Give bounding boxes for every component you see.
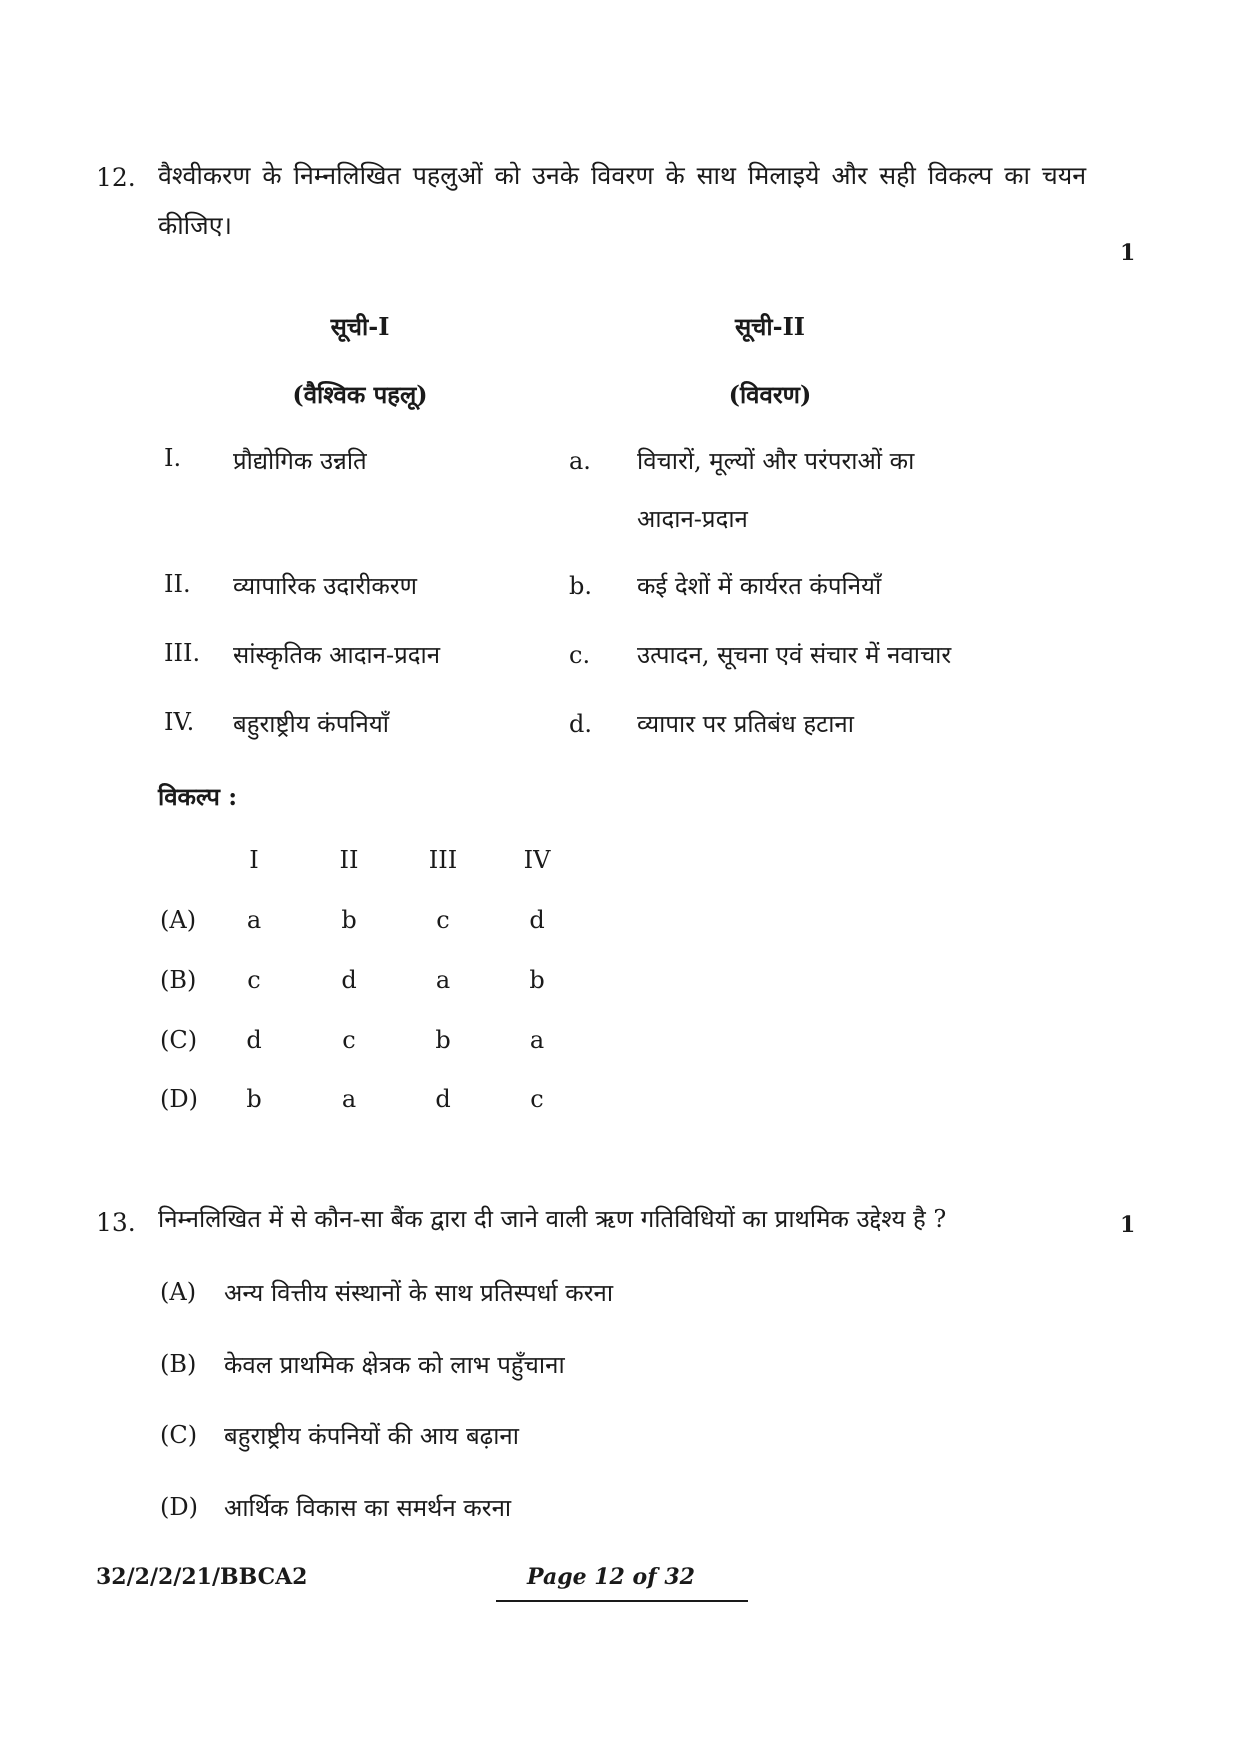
option-text: बहुराष्ट्रीय कंपनियों की आय बढ़ाना — [224, 1422, 519, 1450]
option-label: (D) — [160, 1085, 198, 1113]
table-cell: b — [529, 966, 545, 994]
table-cell: b — [246, 1085, 262, 1113]
list2-item: उत्पादन, सूचना एवं संचार में नवाचार — [637, 641, 952, 669]
table-header-cell: II — [339, 846, 359, 874]
list2-item: व्यापार पर प्रतिबंध हटाना — [637, 710, 854, 738]
marks: 1 — [1120, 1212, 1136, 1238]
table-cell: a — [529, 1026, 545, 1054]
list2-title: सूची-II — [734, 312, 806, 341]
marks: 1 — [1120, 240, 1136, 266]
table-cell: d — [341, 966, 357, 994]
list1-item: व्यापारिक उदारीकरण — [233, 572, 418, 600]
list2-letter: d. — [569, 710, 592, 738]
option-label: (D) — [160, 1493, 198, 1521]
list2-item-continued: आदान-प्रदान — [637, 505, 748, 533]
option-text: केवल प्राथमिक क्षेत्रक को लाभ पहुँचाना — [224, 1351, 565, 1379]
table-header-cell: III — [428, 846, 458, 874]
table-cell: b — [435, 1026, 451, 1054]
list2-letter: b. — [569, 572, 592, 600]
table-cell: b — [341, 906, 357, 934]
option-label: (C) — [160, 1421, 198, 1449]
option-label: (C) — [160, 1026, 198, 1054]
table-cell: a — [246, 906, 262, 934]
paper-code: 32/2/2/21/BBCA2 — [96, 1564, 308, 1590]
table-cell: d — [529, 906, 545, 934]
page-number: Page 12 of 32 — [527, 1564, 695, 1590]
table-cell: d — [246, 1026, 262, 1054]
question-number: 13. — [96, 1208, 136, 1237]
option-label: (A) — [160, 1278, 197, 1306]
option-text: आर्थिक विकास का समर्थन करना — [224, 1494, 512, 1522]
list1-item: प्रौद्योगिक उन्नति — [233, 447, 367, 475]
question-number: 12. — [96, 163, 136, 192]
list2-item: कई देशों में कार्यरत कंपनियाँ — [637, 572, 882, 600]
list1-roman: I. — [164, 444, 182, 472]
list1-subtitle: (वैश्विक पहलू) — [292, 380, 428, 409]
options-label: विकल्प : — [158, 782, 238, 811]
list1-roman: II. — [164, 570, 191, 598]
table-cell: a — [435, 966, 451, 994]
table-cell: a — [341, 1085, 357, 1113]
option-text: अन्य वित्तीय संस्थानों के साथ प्रतिस्पर्धा करना — [224, 1279, 614, 1307]
list2-letter: a. — [569, 447, 591, 475]
list2-subtitle: (विवरण) — [728, 380, 812, 409]
table-cell: c — [436, 906, 450, 934]
list2-letter: c. — [569, 641, 591, 669]
table-cell: c — [530, 1085, 544, 1113]
option-label: (B) — [160, 966, 197, 994]
table-header-cell: IV — [523, 846, 551, 874]
list1-roman: III. — [164, 639, 201, 667]
question-text: निम्नलिखित में से कौन-सा बैंक द्वारा दी जाने वाली ऋण गतिविधियों का प्राथमिक उद्देश्य है ? — [158, 1205, 947, 1233]
page-number-underline — [496, 1600, 748, 1602]
table-header-cell: I — [249, 846, 259, 874]
table-cell: d — [435, 1085, 451, 1113]
list2-item: विचारों, मूल्यों और परंपराओं का — [637, 447, 915, 475]
list1-roman: IV. — [164, 708, 195, 736]
list1-item: बहुराष्ट्रीय कंपनियाँ — [233, 710, 389, 738]
list1-item: सांस्कृतिक आदान-प्रदान — [233, 641, 441, 669]
list1-title: सूची-I — [330, 312, 390, 341]
option-label: (A) — [160, 906, 197, 934]
question-text-continued: कीजिए। — [158, 211, 233, 240]
question-text: वैश्वीकरण के निम्नलिखित पहलुओं को उनके विवरण के साथ मिलाइये और सही विकल्प का चयन — [158, 161, 1087, 190]
table-cell: c — [342, 1026, 356, 1054]
table-cell: c — [247, 966, 261, 994]
option-label: (B) — [160, 1350, 197, 1378]
